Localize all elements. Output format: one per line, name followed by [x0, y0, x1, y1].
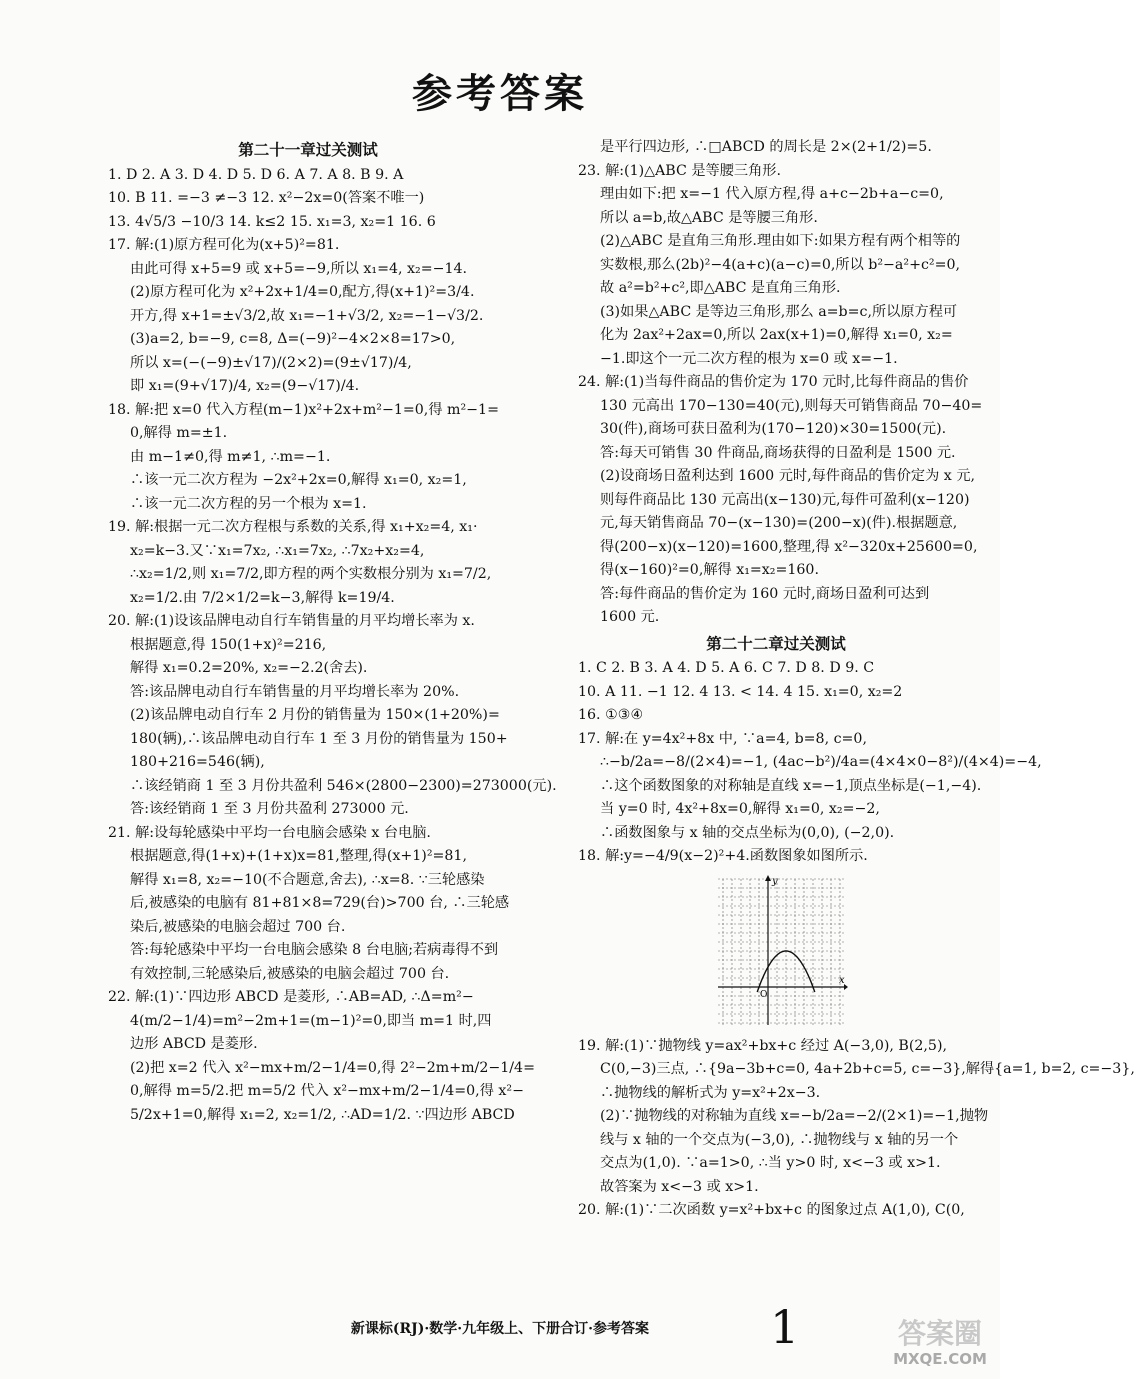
answer-line: C(0,−3)三点, ∴{9a−3b+c=0, 4a+2b+c=5, c=−3},解得{a=1, b=2, c=−3}, — [600, 1061, 1135, 1077]
answer-line: 则每件商品比 130 元高出(x−130)元,每件可盈利(x−120) — [600, 491, 970, 508]
answer-line: ∴该经销商 1 至 3 月份共盈利 546×(2800−2300)=273000(元). — [130, 777, 557, 794]
section-heading-ch22: 第二十二章过关测试 — [706, 633, 846, 653]
answer-line: 有效控制,三轮感染后,被感染的电脑会超过 700 台. — [130, 965, 450, 982]
answer-line: ∴函数图象与 x 轴的交点坐标为(0,0), (−2,0). — [600, 824, 895, 841]
page-number: 1 — [770, 1300, 800, 1354]
left-column — [108, 136, 557, 1127]
answer-line: 所以 a=b,故△ABC 是等腰三角形. — [600, 209, 818, 226]
y-axis-label: y — [772, 875, 778, 887]
answer-line: 5/2x+1=0,解得 x₁=2, x₂=1/2, ∴AD=1/2. ∵四边形 ABCD — [130, 1106, 515, 1123]
answer-line: 1600 元. — [600, 609, 660, 625]
right-column — [578, 136, 1135, 1223]
answer-line: (2)该品牌电动自行车 2 月份的销售量为 150×(1+20%)= — [130, 707, 500, 723]
answer-line: 180+216=546(辆), — [130, 754, 265, 770]
answer-line: 20. 解:(1)设该品牌电动自行车销售量的月平均增长率为 x. — [108, 613, 475, 629]
answer-line: (2)把 x=2 代入 x²−mx+m/2−1/4=0,得 2²−2m+m/2−1/4= — [130, 1059, 535, 1076]
answer-line: 13. 4√5/3 −10/3 14. k≤2 15. x₁=3, x₂=1 16. 6 — [108, 213, 436, 230]
x-axis-label: x — [839, 974, 845, 986]
answer-line: 0,解得 m=5/2.把 m=5/2 代入 x²−mx+m/2−1/4=0,得 x²− — [130, 1083, 524, 1099]
answer-line: 开方,得 x+1=±√3/2,故 x₁=−1+√3/2, x₂=−1−√3/2. — [130, 307, 484, 324]
answer-line: 17. 解:(1)原方程可化为(x+5)²=81. — [108, 237, 340, 253]
answer-line: 16. ①③④ — [578, 707, 644, 723]
answer-line: 故答案为 x<−3 或 x>1. — [600, 1178, 759, 1195]
answer-line: 30(件),商场可获日盈利为(170−120)×30=1500(元). — [600, 421, 947, 437]
answer-line: 答:该经销商 1 至 3 月份共盈利 273000 元. — [130, 801, 409, 817]
answer-line: 得(x−160)²=0,解得 x₁=x₂=160. — [600, 562, 819, 578]
answer-line: 20. 解:(1)∵二次函数 y=x²+bx+c 的图象过点 A(1,0), C(0, — [578, 1202, 965, 1218]
section-heading-ch21: 第二十一章过关测试 — [238, 140, 378, 159]
answer-line: 当 y=0 时, 4x²+8x=0,解得 x₁=0, x₂=−2, — [600, 801, 880, 817]
answer-line: 元,每天销售商品 70−(x−130)=(200−x)(件).根据题意, — [600, 515, 958, 531]
answer-line: ∴−b/2a=−8/(2×4)=−1, (4ac−b²)/4a=(4×4×0−8²)/(4×4)=−4, — [600, 754, 1042, 770]
answer-line: −1.即这个一元二次方程的根为 x=0 或 x=−1. — [600, 350, 898, 367]
answer-line: 18. 解:y=−4/9(x−2)²+4.函数图象如图所示. — [578, 848, 868, 864]
answer-line: 21. 解:设每轮感染中平均一台电脑会感染 x 台电脑. — [108, 824, 431, 841]
answer-line: 染后,被感染的电脑会超过 700 台. — [130, 918, 346, 935]
answer-line: 边形 ABCD 是菱形. — [130, 1036, 258, 1052]
answer-line: 17. 解:在 y=4x²+8x 中, ∵a=4, b=8, c=0, — [578, 730, 867, 747]
answer-line: 24. 解:(1)当每件商品的售价定为 170 元时,比每件商品的售价 — [578, 374, 969, 390]
answer-line: 根据题意,得(1+x)+(1+x)x=81,整理,得(x+1)²=81, — [130, 848, 467, 864]
answer-line: 线与 x 轴的一个交点为(−3,0), ∴抛物线与 x 轴的另一个 — [600, 1131, 959, 1148]
answer-line: 交点为(1,0). ∵a=1>0, ∴当 y>0 时, x<−3 或 x>1. — [600, 1155, 941, 1171]
right-answer-lines-top — [578, 136, 983, 630]
answer-line: 18. 解:把 x=0 代入方程(m−1)x²+2x+m²−1=0,得 m²−1= — [108, 401, 499, 418]
answer-line: 19. 解:(1)∵抛物线 y=ax²+bx+c 经过 A(−3,0), B(2,5), — [578, 1037, 948, 1054]
answer-line: 22. 解:(1)∵四边形 ABCD 是菱形, ∴AB=AD, ∴Δ=m²− — [108, 989, 474, 1005]
answer-line: 化为 2ax²+2ax=0,所以 2ax(x+1)=0,解得 x₁=0, x₂= — [600, 327, 953, 343]
answer-line: (2)∵抛物线的对称轴为直线 x=−b/2a=−2/(2×1)=−1,抛物 — [600, 1108, 989, 1124]
answer-line: 答:每天可销售 30 件商品,商场获得的日盈利是 1500 元. — [600, 444, 956, 461]
answer-line: 故 a²=b²+c²,即△ABC 是直角三角形. — [600, 280, 841, 296]
answer-line: 19. 解:根据一元二次方程根与系数的关系,得 x₁+x₂=4, x₁· — [108, 519, 478, 535]
answer-line: 理由如下:把 x=−1 代入原方程,得 a+c−2b+a−c=0, — [600, 186, 944, 202]
answer-line: ∴这个函数图象的对称轴是直线 x=−1,顶点坐标是(−1,−4). — [600, 777, 982, 794]
answer-line: 130 元高出 170−130=40(元),则每天可销售商品 70−40= — [600, 397, 983, 414]
answer-line: (2)原方程可化为 x²+2x+1/4=0,配方,得(x+1)²=3/4. — [130, 284, 475, 300]
answer-line: 答:每件商品的售价定为 160 元时,商场日盈利可达到 — [600, 585, 930, 602]
answer-line: 0,解得 m=±1. — [130, 425, 228, 441]
parabola-graph — [716, 875, 848, 1029]
answer-line: ∴该一元二次方程为 −2x²+2x=0,解得 x₁=0, x₂=1, — [130, 472, 467, 488]
answer-line: (2)△ABC 是直角三角形.理由如下:如果方程有两个相等的 — [600, 233, 961, 249]
answer-line: ∴x₂=1/2,则 x₁=7/2,即方程的两个实数根分别为 x₁=7/2, — [130, 566, 492, 582]
answer-line: 答:每轮感染中平均一台电脑会感染 8 台电脑;若病毒得不到 — [130, 942, 499, 958]
answer-line: 是平行四边形, ∴□ABCD 的周长是 2×(2+1/2)=5. — [600, 139, 932, 155]
page-title: 参考答案 — [412, 70, 588, 117]
watermark-top: 答案圈 — [897, 1317, 982, 1350]
origin-label: O — [760, 989, 768, 1000]
answer-line: (3)a=2, b=−9, c=8, Δ=(−9)²−4×2×8=17>0, — [130, 331, 456, 347]
answer-line: 实数根,那么(2b)²−4(a+c)(a−c)=0,所以 b²−a²+c²=0, — [600, 256, 961, 273]
answer-line: 所以 x=(−(−9)±√17)/(2×2)=(9±√17)/4, — [130, 354, 412, 371]
answer-line: 4(m/2−1/4)=m²−2m+1=(m−1)²=0,即当 m=1 时,四 — [130, 1012, 492, 1029]
right-answer-lines-bottom — [578, 1035, 1135, 1223]
answer-line: 10. A 11. −1 12. 4 13. < 14. 4 15. x₁=0, x₂=2 — [578, 683, 903, 700]
answer-line: (3)如果△ABC 是等边三角形,那么 a=b=c,所以原方程可 — [600, 303, 958, 320]
watermark-bottom: MXQE.COM — [893, 1350, 987, 1368]
answer-line: 由 m−1≠0,得 m≠1, ∴m=−1. — [130, 448, 331, 465]
answer-line: ∴该一元二次方程的另一个根为 x=1. — [130, 495, 367, 512]
parabola-graph-svg — [716, 875, 848, 1029]
answer-line: 解得 x₁=0.2=20%, x₂=−2.2(舍去). — [130, 660, 368, 676]
answer-line: (2)设商场日盈利达到 1600 元时,每件商品的售价定为 x 元, — [600, 468, 976, 484]
answer-line: x₂=k−3.又∵x₁=7x₂, ∴x₁=7x₂, ∴7x₂+x₂=4, — [130, 542, 425, 559]
answer-line: 后,被感染的电脑有 81+81×8=729(台)>700 台, ∴三轮感 — [130, 895, 510, 911]
answer-line: 1. D 2. A 3. D 4. D 5. D 6. A 7. A 8. B 9. A — [108, 166, 404, 183]
answer-line: 23. 解:(1)△ABC 是等腰三角形. — [578, 162, 781, 179]
answer-line: 1. C 2. B 3. A 4. D 5. A 6. C 7. D 8. D 9. C — [578, 660, 875, 676]
answer-line: 答:该品牌电动自行车销售量的月平均增长率为 20%. — [130, 683, 460, 700]
right-answer-lines-mid — [578, 657, 1042, 869]
answer-line: 解得 x₁=8, x₂=−10(不合题意,舍去), ∴x=8. ∵三轮感染 — [130, 871, 485, 888]
answer-line: 180(辆),∴该品牌电动自行车 1 至 3 月份的销售量为 150+ — [130, 730, 508, 747]
footer-caption: 新课标(RJ)·数学·九年级上、下册合订·参考答案 — [350, 1321, 650, 1337]
answer-line: ∴抛物线的解析式为 y=x²+2x−3. — [600, 1084, 821, 1101]
watermark-logo — [888, 1318, 992, 1368]
answer-line: 根据题意,得 150(1+x)²=216, — [130, 636, 327, 653]
left-answer-lines — [108, 164, 557, 1128]
answer-line: 10. B 11. =−3 ≠−3 12. x²−2x=0(答案不唯一) — [108, 190, 425, 206]
answer-line: 即 x₁=(9+√17)/4, x₂=(9−√17)/4. — [130, 378, 360, 394]
answer-line: 得(200−x)(x−120)=1600,整理,得 x²−320x+25600=0, — [600, 538, 978, 555]
answer-line: x₂=1/2.由 7/2×1/2=k−3,解得 k=19/4. — [130, 589, 395, 606]
y-axis-arrow-icon — [765, 875, 771, 881]
answer-line: 由此可得 x+5=9 或 x+5=−9,所以 x₁=4, x₂=−14. — [130, 260, 468, 277]
